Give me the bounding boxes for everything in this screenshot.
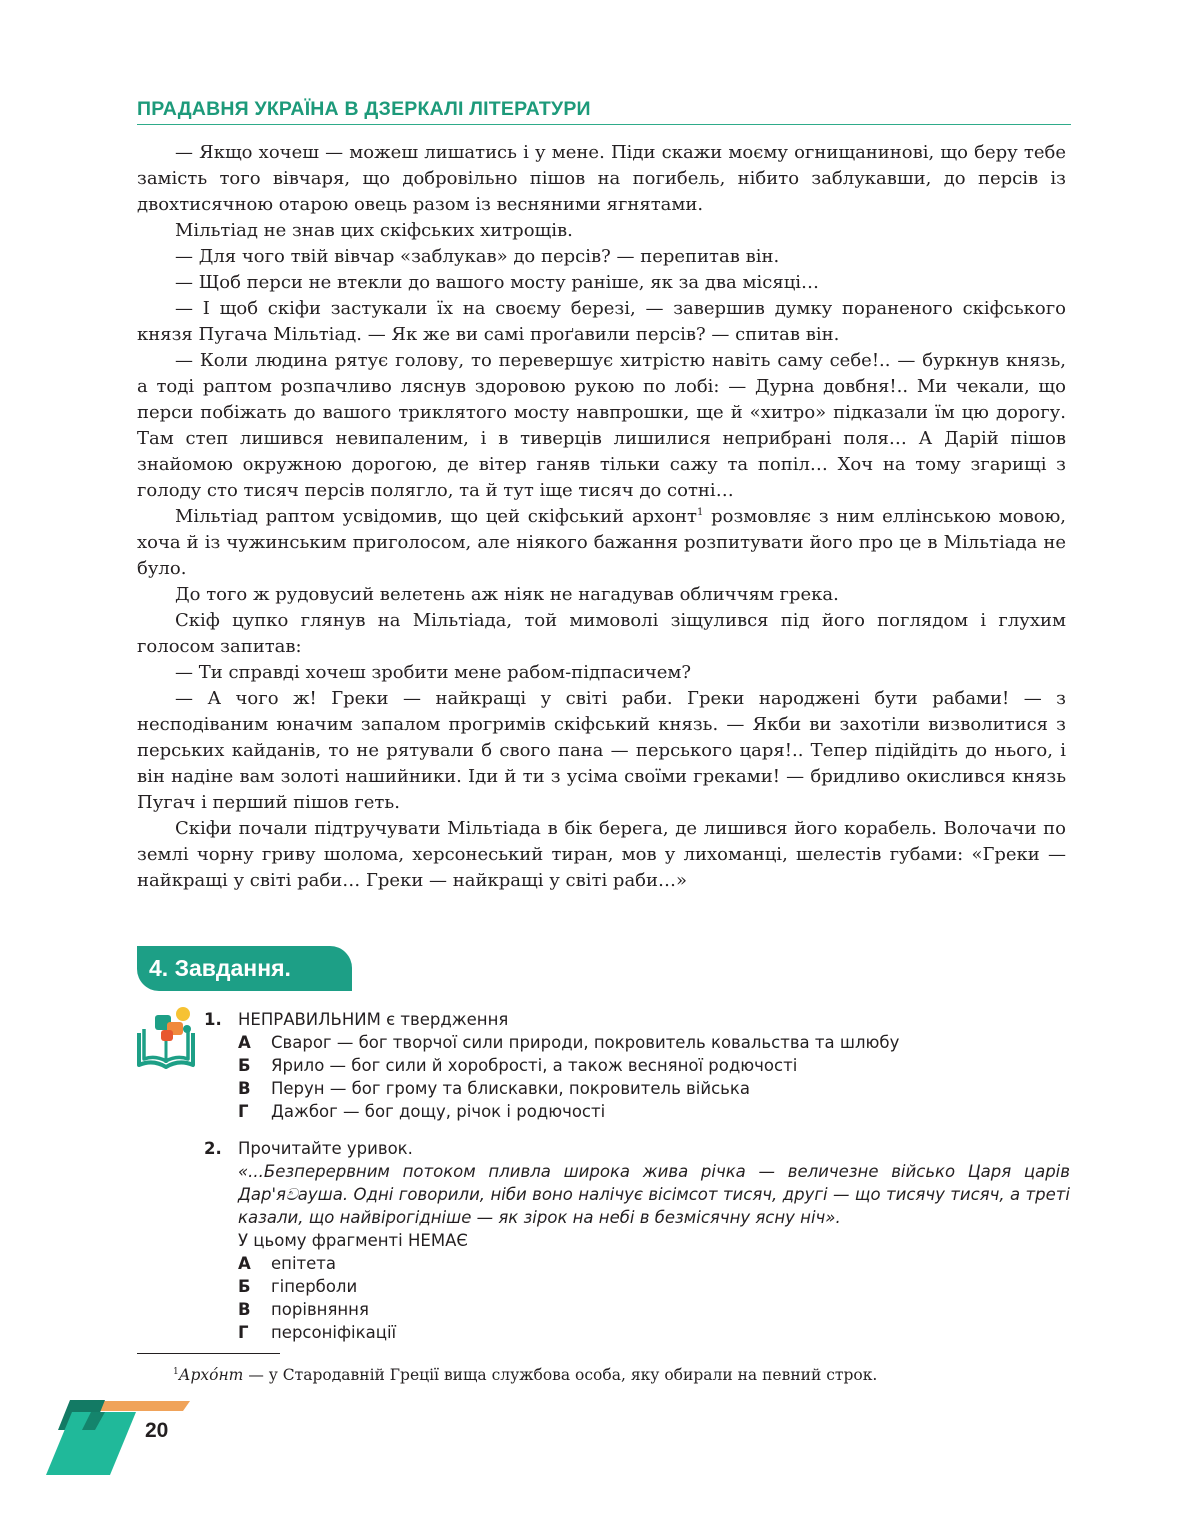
story-paragraph: — Якщо хочеш — можеш лишатись і у мене. Піди скажи моєму огнищанинові, що беру тебе замість того вівчаря, що добровільно пішов на погибель, нібито заблукавши, до персів із двохтисячною отарою овець разом із весняними ягнятами. <box>137 142 1066 215</box>
story-paragraph: — Для чого твій вівчар «заблукав» до персів? — перепитав він. <box>175 246 780 267</box>
option-letter: А <box>238 1254 251 1273</box>
option-letter: В <box>238 1079 251 1098</box>
answer-option[interactable] <box>238 1275 1070 1298</box>
option-text: персоніфікації <box>271 1323 397 1342</box>
answer-option[interactable] <box>238 1298 1070 1321</box>
option-letter: Б <box>238 1277 251 1296</box>
story-paragraph: До того ж рудовусий велетень аж ніяк не нагадував обличчям грека. <box>175 584 839 605</box>
story-paragraph: Мільтіад не знав цих скіфських хитрощів. <box>175 220 573 241</box>
corner-dark-overlap <box>82 1412 105 1430</box>
tasks-list <box>204 1008 1070 1344</box>
footnote-reference[interactable]: 1 <box>697 507 704 518</box>
story-text <box>137 140 1066 894</box>
answer-option[interactable] <box>238 1031 1070 1054</box>
answer-option[interactable] <box>238 1054 1070 1077</box>
task-2 <box>204 1137 1070 1344</box>
footnote <box>173 1361 1073 1386</box>
option-letter: А <box>238 1033 251 1052</box>
option-text: епітета <box>271 1254 337 1273</box>
task-number: 1. <box>204 1010 222 1029</box>
footnote-divider <box>137 1353 280 1354</box>
page-number: 20 <box>145 1419 169 1442</box>
open-book-icon <box>135 1005 197 1071</box>
option-text: Перун — бог грому та блискавки, покровитель війська <box>271 1079 750 1098</box>
option-letter: В <box>238 1300 251 1319</box>
footnote-mark: 1 <box>173 1367 179 1377</box>
option-text: порівняння <box>271 1300 369 1319</box>
option-text: Ярило — бог сили й хоробрості, а також весняної родючості <box>271 1056 798 1075</box>
task-number: 2. <box>204 1139 222 1158</box>
corner-dark-parallelogram <box>58 1400 105 1430</box>
option-text: гіперболи <box>271 1277 358 1296</box>
task-prompt: Прочитайте уривок. <box>238 1139 413 1158</box>
answer-option[interactable] <box>238 1077 1070 1100</box>
story-paragraph: — А чого ж! Греки — найкращі у світі раби. Греки народжені бути рабами! — з несподіваним юначим запалом прогримів скіфський князь. — Якби ви захотіли визволитися з перських кайданів, то не рятували б свого пана — перського царя!.. Тепер підійдіть до нього, і він надіне вам золоті нашийники. Іди й ти з усіма своїми греками! — бридливо окислився князь Пугач і перший пішов геть. <box>137 688 1066 813</box>
answer-option[interactable] <box>238 1252 1070 1275</box>
option-letter: Г <box>238 1102 249 1121</box>
task-question: У цьому фрагменті НЕМАЄ <box>238 1231 468 1250</box>
option-letter: Б <box>238 1056 251 1075</box>
answer-option[interactable] <box>238 1100 1070 1123</box>
task-1 <box>204 1008 1070 1123</box>
story-paragraph: — І щоб скіфи застукали їх на своєму березі, — завершив думку пораненого скіфського князя Пугача Мільтіад. — Як же ви самі проґавили персів? — спитав він. <box>137 298 1066 345</box>
story-paragraph: — Щоб перси не втекли до вашого мосту раніше, як за два місяці… <box>175 272 820 293</box>
task-prompt: НЕПРАВИЛЬНИМ є твердження <box>238 1010 509 1029</box>
story-paragraph: Скіф цупко глянув на Мільтіада, той мимоволі зіщулився під його поглядом і глухим голосом запитав: <box>137 610 1066 657</box>
tasks-section-heading: 4. Завдання. <box>137 946 352 991</box>
archont-text-after: розмовляє з ним еллінською мовою, хоча й із чужинським приголосом, але ніякого бажання розпитувати його про це в Мільтіада не було. <box>137 506 1066 579</box>
answer-option[interactable] <box>238 1321 1070 1344</box>
option-text: Дажбог — бог дощу, річок і родючості <box>271 1102 606 1121</box>
story-paragraph: Скіфи почали підтручувати Мільтіада в бік берега, де лишився його корабель. Волочачи по землі чорну гриву шолома, херсонеський тиран, мов у лихоманці, шелестів губами: «Греки — найкращі у світі раби… Греки — найкращі у світі раби…» <box>137 818 1066 891</box>
archont-text-before: Мільтіад раптом усвідомив, що цей скіфський архонт <box>175 506 698 527</box>
footnote-text: — у Стародавній Греції вища службова особа, яку обирали на певний строк. <box>243 1366 878 1385</box>
corner-green-parallelogram <box>46 1412 136 1475</box>
task-quote: «...Безперервним потоком пливла широка жива річка — величезне військо Царя царів Дар'яවауша. Одні говорили, ніби воно налічує вісімсот тисяч, другі — що тисячу тисяч, а треті казали, що найвірогідніше — як зірок на небі в безмісячну ясну ніч». <box>238 1162 1070 1227</box>
option-text: Сварог — бог творчої сили природи, покровитель ковальства та шлюбу <box>271 1033 900 1052</box>
option-letter: Г <box>238 1323 249 1342</box>
story-paragraph-archont <box>137 504 1066 582</box>
footnote-term: Архóнт <box>178 1366 244 1385</box>
story-paragraph: — Ти справді хочеш зробити мене рабом-підпасичем? <box>175 662 692 683</box>
running-header <box>137 96 1071 125</box>
story-paragraph: — Коли людина рятує голову, то перевершує хитрістю навіть саму себе!.. — буркнув князь, а тоді раптом розпачливо ляснув здоровою рукою по лобі: — Дурна довбня!.. Ми чекали, що перси побіжать до вашого триклятого мосту навпрошки, ще й «хитро» підказали їм цю дорогу. Там степ лишився невипаленим, і в тиверців лишилися неприбрані поля… А Дарій пішов знайомою окружною дорогою, де вітер ганяв тільки сажу та попіл… Хоч на тому згарищі з голоду сто тисяч персів полягло, та й тут іще тисяч до сотні… <box>137 350 1066 501</box>
corner-orange-stripe <box>79 1401 190 1411</box>
header-title: ПРАДАВНЯ УКРАЇНА В ДЗЕРКАЛІ ЛІТЕРАТУРИ <box>137 98 591 120</box>
